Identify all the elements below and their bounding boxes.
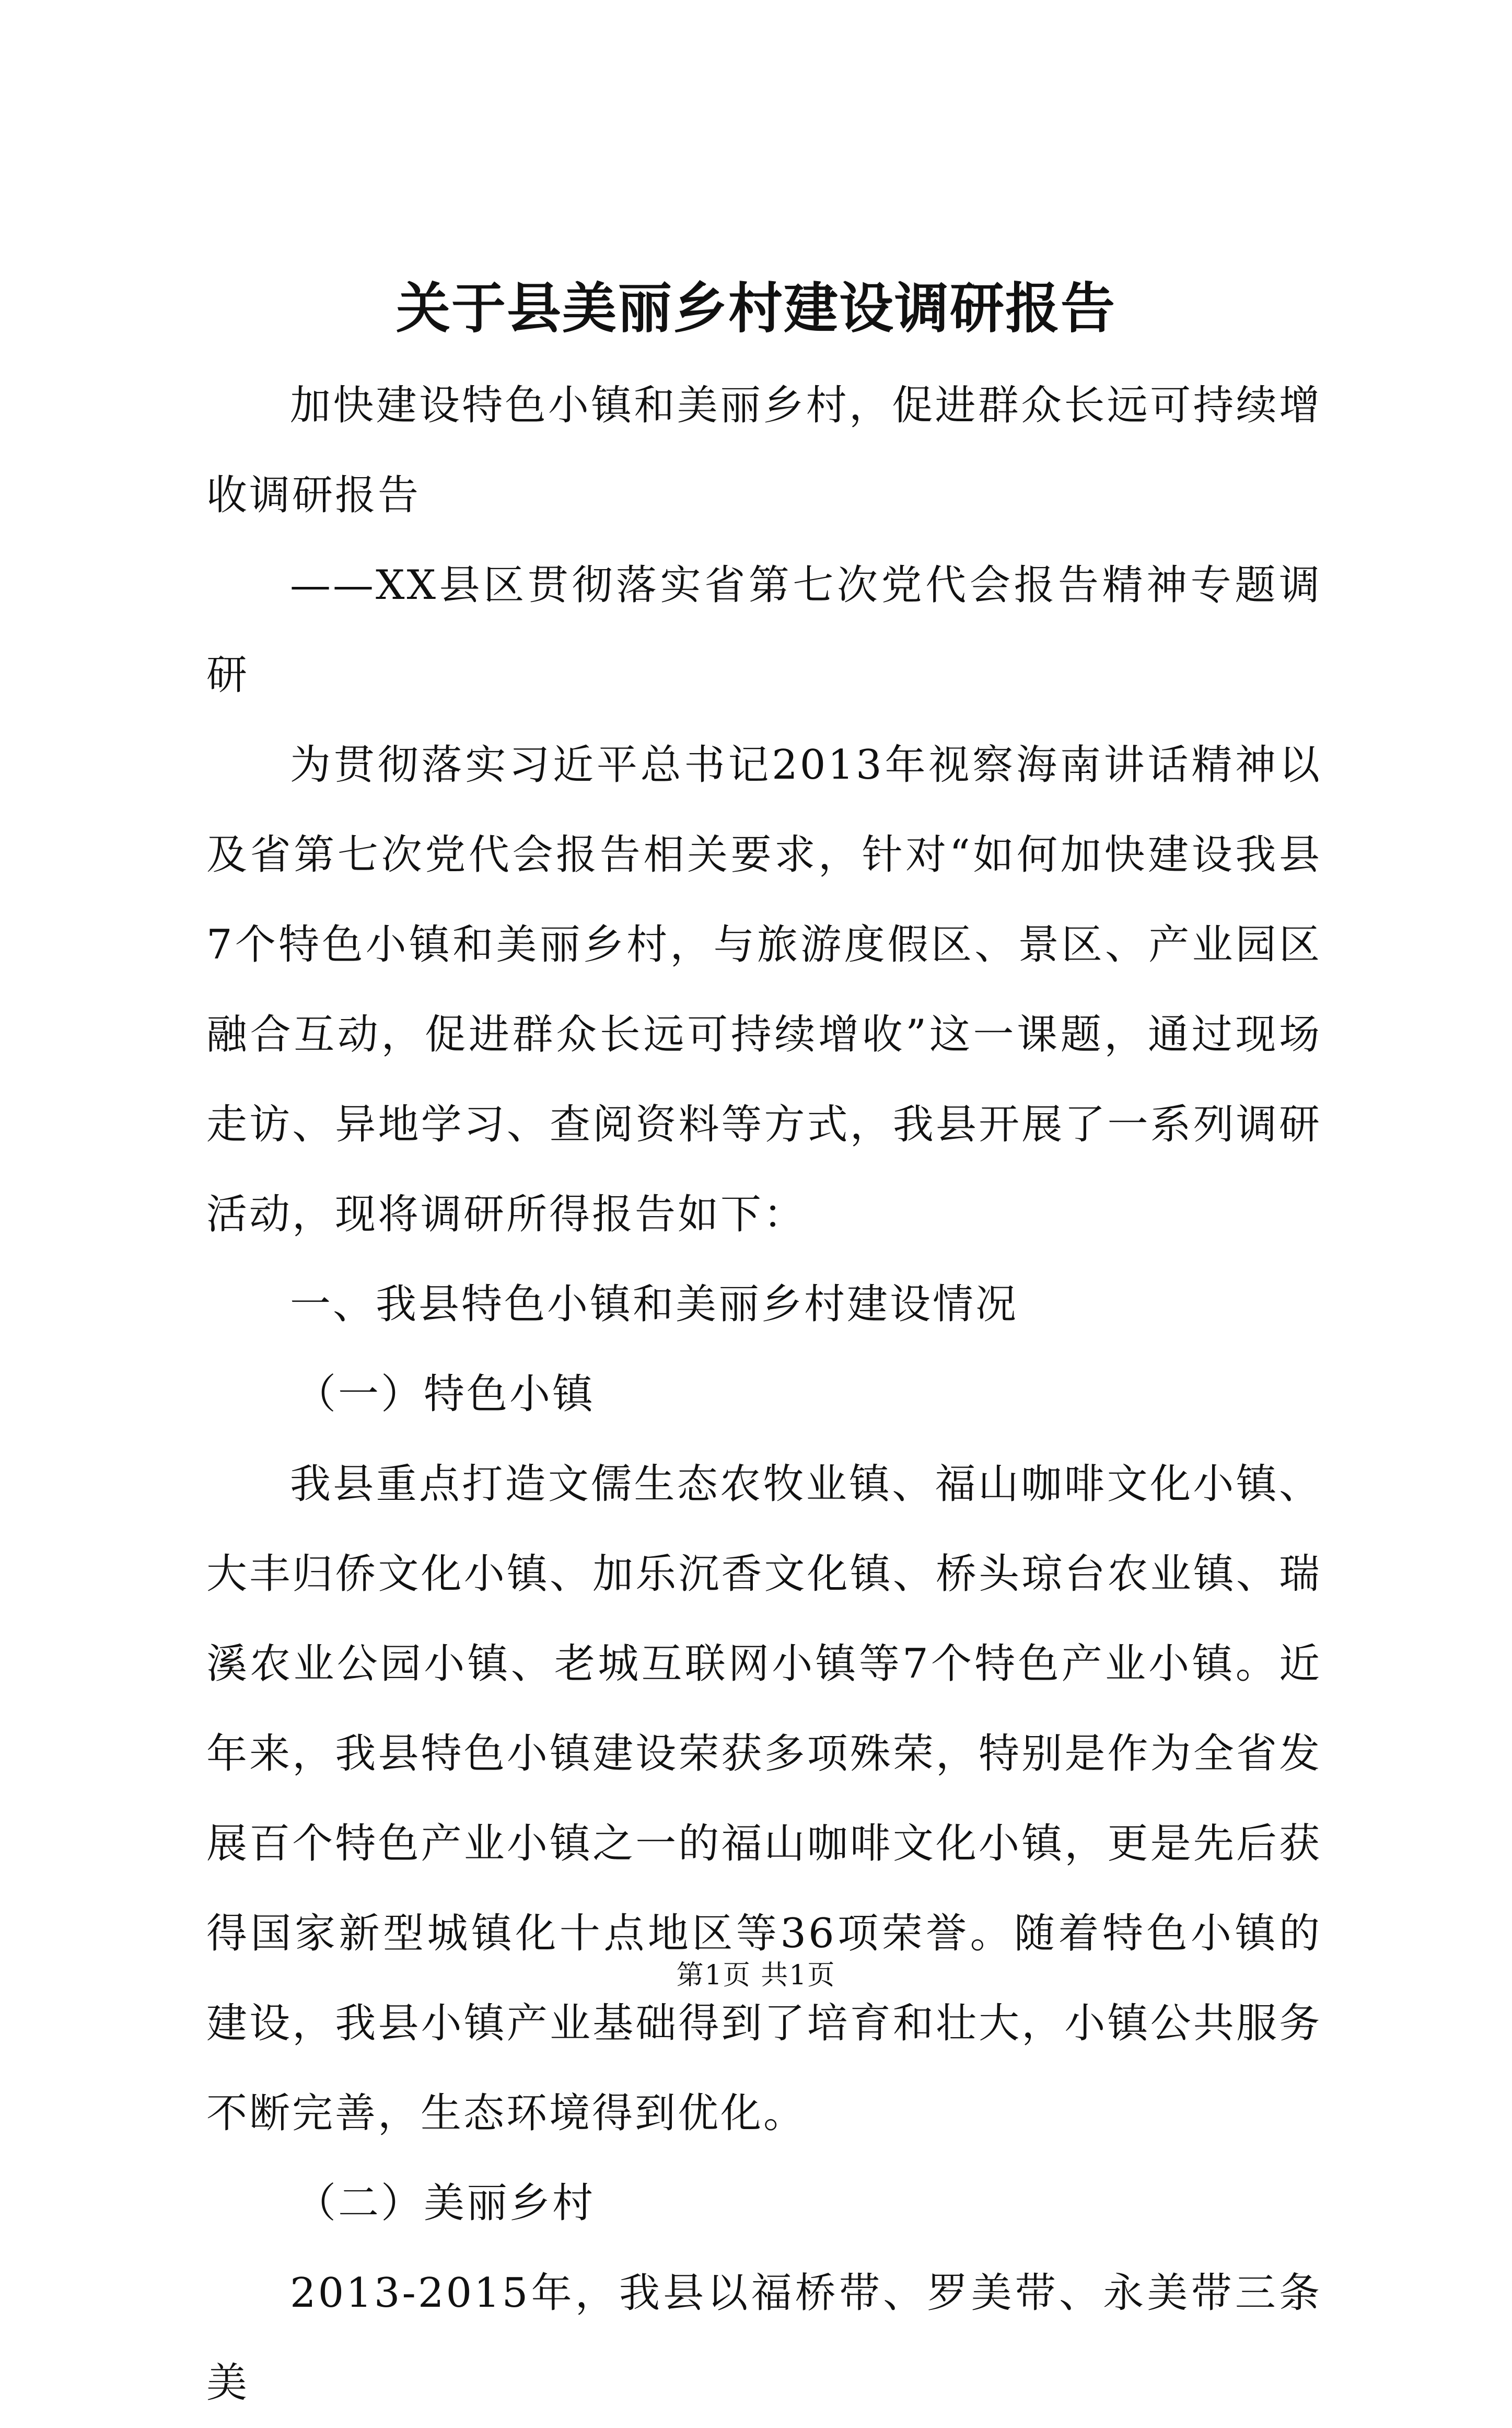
document-body bbox=[206, 361, 1322, 2428]
intro-paragraph: 为贯彻落实习近平总书记2013年视察海南讲话精神以及省第七次党代会报告相关要求，针对“如何加快建设我县7个特色小镇和美丽乡村，与旅游度假区、景区、产业园区融合互动，促进群众长远可持续增收”这一课题，通过现场走访、异地学习、查阅资料等方式，我县开展了一系列调研活动，现将调研所得报告如下： bbox=[206, 742, 1322, 1238]
villages-paragraph: 2013-2015年，我县以福桥带、罗美带、永美带三条美 bbox=[206, 2270, 1322, 2407]
page-footer: 第1页 共1页 bbox=[676, 1960, 836, 1991]
subsection-heading-towns: （一）特色小镇 bbox=[295, 1371, 596, 1418]
subtitle-dash-line: ——XX县区贯彻落实省第七次党代会报告精神专题调研 bbox=[206, 562, 1322, 699]
subtitle-paragraph: 加快建设特色小镇和美丽乡村，促进群众长远可持续增收调研报告 bbox=[206, 382, 1322, 519]
towns-paragraph: 我县重点打造文儒生态农牧业镇、福山咖啡文化小镇、大丰归侨文化小镇、加乐沉香文化镇、桥头琼台农业镇、瑞溪农业公园小镇、老城互联网小镇等7个特色产业小镇。近年来，我县特色小镇建设荣获多项殊荣，特别是作为全省发展百个特色产业小镇之一的福山咖啡文化小镇，更是先后获得国家新型城镇化十点地区等36项荣誉。随着特色小镇的建设，我县小镇产业基础得到了培育和壮大，小镇公共服务不断完善，生态环境得到优化。 bbox=[206, 1461, 1322, 2137]
subsection-heading-villages: （二）美丽乡村 bbox=[295, 2180, 596, 2227]
section-heading: 一、我县特色小镇和美丽乡村建设情况 bbox=[290, 1281, 1019, 1328]
document-title: 关于县美丽乡村建设调研报告 bbox=[396, 276, 1116, 340]
